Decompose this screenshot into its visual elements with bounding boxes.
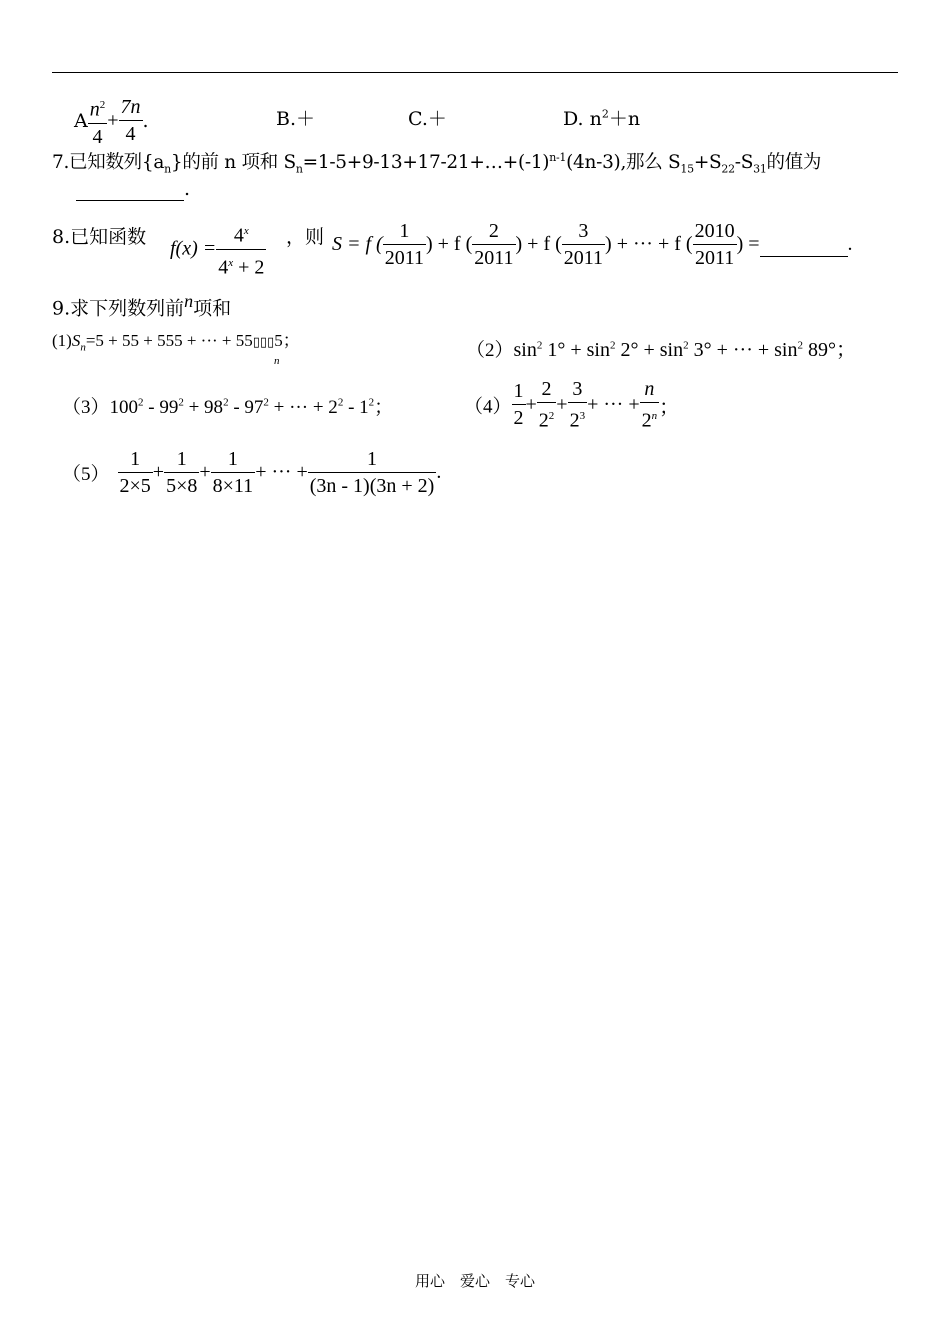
q6-option-c: C.＋ bbox=[408, 108, 447, 130]
q9-part-2: $(2)\sin^2$ $1^\circ + \sin^2 2^\circ + \sin^2 3^\circ$ + ··· + $\sin^2 89^\circ$； bbox=[466, 339, 856, 361]
fraction: $\frac{2}{2^2}$ bbox=[538, 378, 555, 432]
fraction: $\frac{1}{(3n - 1)(3n + 2)}$ bbox=[309, 448, 435, 497]
question-8-sum: S = f ( $\frac{1}{2011}$ ) + f ( $\frac{2}{2011}$ ) + f ( $\frac{3}{2011}$ ) + ··· + f ( $\frac{2010}{2011}$ ) = . bbox=[332, 220, 853, 269]
question-8-label: 8.已知函数 bbox=[52, 226, 147, 248]
question-7: 7.已知数列$\{a_n\}$的前 n 项和 $S_n=1-5+9-13+17-21+\dots+(-1)^{n-1}(4n-3)$,那么 $S_{15}+S_{22}-S_{31}$的值为 bbox=[52, 150, 822, 176]
fraction: $\frac{1}{5\times 8}$ bbox=[166, 448, 198, 497]
q9-part-4: （4） $\frac{1}{2}$ + $\frac{2}{2^2}$ + $\frac{3}{2^3}$ + ··· + $\frac{n}{2^n}$ ； bbox=[464, 378, 680, 432]
page-footer: 用心 爱心 专心 bbox=[414, 1272, 535, 1290]
q9-part-1: $(1)S_n=5 + 55 + 555$ + ··· + 55▯▯▯5； bbox=[52, 331, 300, 354]
fraction: $\frac{1}{8\times 11}$ bbox=[212, 448, 254, 497]
fraction: $\frac{n}{2^n}$ bbox=[641, 378, 658, 432]
fraction: $\frac{7n}{4}$ bbox=[120, 96, 141, 146]
fraction: $\frac{1}{2\times 5}$ bbox=[119, 448, 151, 497]
question-7-answer-blank: . bbox=[76, 178, 190, 201]
header-rule bbox=[52, 72, 898, 73]
fraction: $\frac{1}{2}$ bbox=[513, 380, 524, 430]
question-8-then: ，则 bbox=[286, 226, 325, 248]
fraction: $\frac{3}{2011}$ bbox=[563, 220, 604, 269]
fraction: $\frac{3}{2^3}$ bbox=[569, 378, 586, 432]
q9-part-5: （5） $\frac{1}{2\times 5}$ + $\frac{1}{5\times 8}$ + $\frac{1}{8\times 11}$ + ··· + $\frac{1}{(3n - 1)(3n + 2)}$ . bbox=[62, 448, 442, 497]
fraction: $\frac{4^x}{4^x + 2}$ bbox=[216, 218, 266, 280]
question-9-title: 9.求下列数列前n项和 bbox=[52, 291, 232, 320]
q6-option-d: D. $n^2+n$ bbox=[563, 107, 641, 130]
fraction: $\frac{n^2}{4}$ bbox=[88, 92, 108, 150]
fraction: $\frac{2}{2011}$ bbox=[474, 220, 514, 269]
q9-part-1-underbrace-n: n bbox=[274, 355, 280, 367]
q6-option-a: A $\frac{n^2}{4}$ + $\frac{7n}{4}$ . bbox=[74, 92, 149, 150]
q6-option-b: B.＋ bbox=[276, 108, 316, 130]
question-8-function: f(x) = $\frac{4^x}{4^x + 2}$ bbox=[170, 218, 266, 280]
q9-part-3: $(3)100^2 - 99^2 + 98^2 - 97^2$ + ··· + $2^2 - 1^2$； bbox=[62, 396, 394, 418]
fraction: $\frac{1}{2011}$ bbox=[384, 220, 424, 269]
fraction: $\frac{2010}{2011}$ bbox=[694, 220, 735, 269]
